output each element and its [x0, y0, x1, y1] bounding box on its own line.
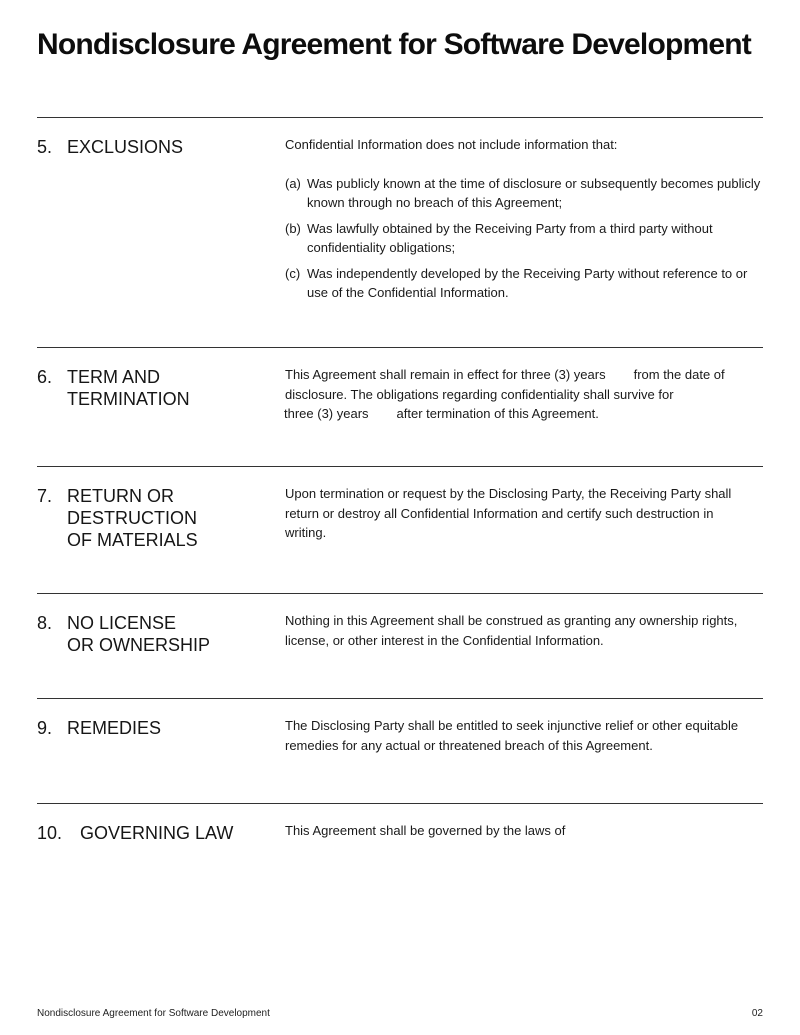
section-title: NO LICENSE OR OWNERSHIP	[67, 613, 211, 655]
list-item-label: (c)	[285, 265, 301, 281]
section-title: EXCLUSIONS	[67, 137, 184, 157]
section-number: 8.	[37, 613, 53, 633]
list-item-label: (b)	[285, 220, 301, 236]
section-number: 6.	[37, 367, 53, 387]
footer-title: Nondisclosure Agreement for Software Development	[37, 1008, 270, 1019]
section-number: 9.	[37, 718, 53, 738]
term-text: after termination of this Agreement.	[396, 406, 599, 421]
section-body-term	[285, 365, 763, 424]
section-divider	[37, 593, 763, 594]
section-divider	[37, 466, 763, 467]
section-body-exclusions	[285, 135, 763, 309]
exclusions-list	[285, 174, 763, 303]
survival-duration-text: three (3) years	[284, 406, 369, 421]
section-number: 5.	[37, 137, 53, 157]
list-item-text: Was independently developed by the Receiving Party without reference to or use of the Confidential Information.	[307, 265, 748, 300]
term-line-3	[284, 404, 763, 424]
list-item-label: (a)	[285, 175, 301, 191]
section-text: Nothing in this Agreement shall be construed as granting any ownership rights, license, or other interest in the Confidential Information.	[285, 613, 738, 648]
document-title: Nondisclosure Agreement for Software Development	[37, 28, 751, 61]
section-body-license	[285, 611, 763, 650]
section-title: TERM AND TERMINATION	[67, 367, 190, 409]
section-body-return	[285, 484, 755, 543]
section-text: The Disclosing Party shall be entitled to seek injunctive relief or other equitable remedies for any actual or threatened breach of this Agreement.	[285, 718, 739, 753]
section-number: 7.	[37, 486, 53, 506]
term-text: from the date of	[633, 367, 725, 382]
section-divider	[37, 803, 763, 804]
section-divider	[37, 698, 763, 699]
section-title: GOVERNING LAW	[80, 823, 234, 843]
list-item	[285, 174, 763, 213]
section-intro: Confidential Information does not include information that:	[285, 137, 618, 152]
section-body-governing-law	[285, 821, 763, 841]
list-item-text: Was lawfully obtained by the Receiving Party from a third party without confidentiality obligations;	[307, 220, 713, 255]
section-number: 10.	[37, 823, 63, 843]
section-divider	[37, 347, 763, 348]
section-divider	[37, 117, 763, 118]
page-number: 02	[751, 1008, 763, 1019]
section-body-remedies	[285, 716, 763, 755]
list-item	[285, 219, 763, 258]
term-line-1	[285, 365, 763, 385]
section-title: RETURN OR DESTRUCTION OF MATERIALS	[67, 486, 198, 550]
section-text: Upon termination or request by the Disclosing Party, the Receiving Party shall return or destroy all Confidential Information and certify such destruction in writing.	[285, 486, 732, 540]
section-title: REMEDIES	[67, 718, 162, 738]
term-line-2: disclosure. The obligations regarding confidentiality shall survive for	[285, 386, 674, 402]
term-duration-text: This Agreement shall remain in effect for three (3) years	[285, 367, 606, 382]
section-text: This Agreement shall be governed by the laws of	[285, 823, 566, 838]
list-item	[285, 264, 763, 303]
list-item-text: Was publicly known at the time of disclosure or subsequently becomes publicly known through no breach of this Agreement;	[307, 175, 761, 210]
